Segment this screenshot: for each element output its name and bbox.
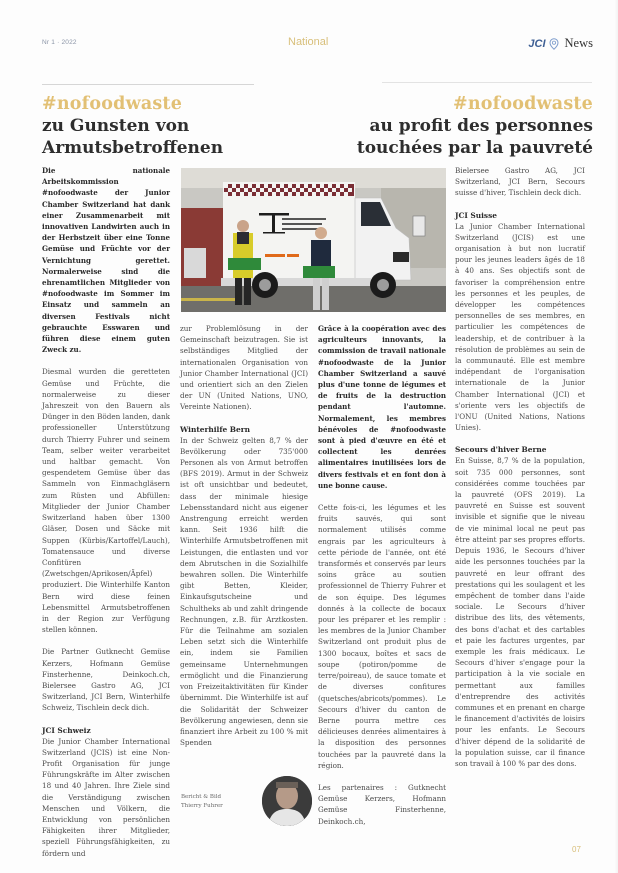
french-paragraph-1: Cette fois-ci, les légumes et les fruits sauvés, qui sont normalement utilisés comme engrais par les agriculteurs à cette période de l'année, ont été transformés et conservés par leurs soins grâce au soutien professionnel de Thierry Fuhrer et de son équipe. Des légumes donnés à la collecte de bocaux pour les préparer et les remplir : les membres de la Junior Chamber Switzerland ont produit plus de 1300 bocaux, boîtes et sacs de soupe (potiron/pomme de terre/poireau), de sauce tomate et de diverses confitures (quetsches/abricots/pommes). Le Secours d'hiver du canton de Berne pourra mettre ces délicieuses denrées alimentaires à la disposition des personnes touchées par la pauvreté dans la région. — [318, 503, 446, 770]
section-label: National — [288, 36, 329, 48]
german-winterhilfe-text: In der Schweiz gelten 8,7 % der Bevölkerung oder 735'000 Personen als von Armut betroffen (BFS 2019). Armut in der Schweiz ist oft unsichtbar und bedeutet, dass der minimale hiesige Lebensstandard nicht aus eigener Anstrengung erreicht werden kann. Seit 1936 hilft die Winterhilfe Armutsbetroffenen mit Leistungen, die entlasten und vor dem Abrutschen in die Sozialhilfe bewahren sollen. Die Winterhilfe gibt Betten, Kleider, Einkaufsgutscheine und Schultheks ab und zahlt dringende Rechnungen, z.B. für Arztkosten. Für die Teilnahme am sozialen Leben setzt sich die Winterhilfe ein, indem sie Familien gemeinsame Unternehmungen ermöglicht und die Finanzierung von Freizeitaktivitäten für Kinder übernimmt. Die Winterhilfe ist auf die Solidarität der Schweizer Bevölkerung angewiesen, denn sie finanziert ihre Arbeit zu 100 % mit Spenden — [180, 435, 308, 748]
french-column-4 — [455, 165, 585, 780]
french-column-3 — [318, 323, 446, 838]
issue-number: Nr 1 · 2022 — [42, 39, 77, 46]
french-secours-text: En Suisse, 8,7 % de la population, soit 735 000 personnes, sont considérées comme touchées par la pauvreté (OFS 2019). La pauvreté en Suisse est souvent invisible et signifie que le niveau de vie minimal local ne peut pas être atteint par ses propres efforts. Depuis 1936, le Secours d'hiver aide les personnes touchées par la pauvreté en leur offrant des prestations qui les soulagent et les empêchent de tomber dans l'aide sociale. Le Secours d'hiver distribue des lits, des vêtements, des bons d'achat et des cartables et paie les factures urgentes, par exemple les frais médicaux. Le Secours d'hiver s'engage pour la participation à la vie sociale en permettant aux familles d'entreprendre des activités communes et en prenant en charge le financement d'activités de loisirs pour les enfants. Le Secours d'hiver dépend de la solidarité de la population suisse, car il finance son travail à 100 % par des dons. — [455, 456, 585, 768]
jci-logo: JCI — [528, 37, 546, 50]
news-label: News — [564, 36, 593, 50]
publication-brand — [528, 36, 593, 51]
credit-author: Thierry Fuhrer — [181, 803, 223, 809]
truck-photo-illustration — [181, 168, 446, 312]
french-title-line-1: au profit des personnes — [369, 116, 593, 136]
german-column-2 — [180, 323, 308, 759]
german-jci-text-part-2: zur Problemlösung in der Gemeinschaft beizutragen. Sie ist selbständiges Mitglied der internationalen Organisation von Junior Chamber International (JCI) und orientiert sich an den Zielen der UN (United Nations, UNO, Vereinte Nationen). — [180, 324, 308, 412]
french-title-line-2: touchées par la pauvreté — [356, 138, 593, 158]
german-partners: Die Partner Gutknecht Gemüse Kerzers, Hofmann Gemüse Finsterhenne, Deinkoch.ch, Bielersee Gastro AG, JCI Switzerland, JCI Bern, Winterhilfe Schweiz, Tischlein deck dich. — [42, 647, 170, 713]
french-headline — [293, 93, 593, 159]
german-heading-jci: JCI Schweiz — [42, 725, 91, 735]
german-paragraph-1: Diesmal wurden die geretteten Gemüse und Früchte, die normalerweise zu dieser Jahreszeit von den Bauern als Dünger in den Böden landen, dank professioneller Unterstützung durch Thierry Fuhrer und seinem Team, selber weiter verarbeitet und haltbar gemacht. Von gespendetem Gemüse über das Sammeln von Einmachgläsern zum Rüsten und Abfüllen: Mitglieder der Junior Chamber Switzerland haben über 1300 Gläser, Dosen und Säcke mit Suppen (Kürbis/Kartoffel/Lauch), Tomatensauce und diverse Confitüren (Zwetschgen/Aprikosen/Äpfel) produziert. Die Winterhilfe Kanton Bern wird diese feinen Lebensmittel Armutsbetroffenen in der Region zur Verfügung stellen können. — [42, 367, 170, 635]
french-lead: Grâce à la coopération avec des agriculteurs innovants, la commission de travail nationale #nofoodwaste de la Junior Chamber Switzerland a sauvé plus d'une tonne de légumes et de fruits de la destruction pendant l'automne. Normalement, les membres bénévoles de #nofoodwaste sont à pied d'œuvre en été et collectent les denrées alimentaires inutilisées lors de divers festivals et en font don à une bonne cause. — [318, 324, 446, 490]
german-title-line-1: zu Gunsten von — [42, 116, 190, 136]
french-jci-text: La Junior Chamber International Switzerland (JCIS) est une organisation à but non lucratif pour les jeunes leaders âgés de 18 à 40 ans. Ses objectifs sont de favoriser la compréhension entre les personnes et les peuples, de développer les compétences personnelles de ses membres, en particulier les compétences de leadership, et de contribuer à la résolution de problèmes au sein de la communauté. Elle est membre indépendant de l'organisation internationale de la Junior Chamber International (JCI) et s'oriente vers les objectifs de l'ONU (United Nations, Nations Unies). — [455, 221, 585, 433]
german-jci-text-part-1: Die Junior Chamber International Switzerland (JCIS) ist eine Non-Profit Organisation für junge Führungskräfte im Alter zwischen 18 und 40 Jahren. Ihre Ziele sind die Verständigung zwischen Menschen und Völkern, die Entwicklung von persönlichen Fähigkeiten ihrer Mitglieder, speziell Führungsfähigkeiten, zu fördern und — [42, 736, 170, 858]
german-heading-winterhilfe: Winterhilfe Bern — [180, 424, 251, 434]
german-hashtag: #nofoodwaste — [42, 94, 183, 114]
author-portrait-illustration — [262, 776, 312, 826]
page-number: 07 — [572, 845, 581, 854]
french-partners-part-2: Bielersee Gastro AG, JCI Switzerland, JCI Bern, Secours suisse d'hiver, Tischlein deck dich. — [455, 166, 585, 198]
article-photo — [181, 168, 446, 312]
location-pin-icon — [549, 38, 559, 50]
german-title-line-2: Armutsbetroffenen — [42, 138, 224, 158]
french-partners-part-1: Les partenaires : Gutknecht Gemüse Kerzers, Hofmann Gemüse Finsterhenne, Deinkoch.ch, — [318, 782, 446, 826]
photo-credit — [181, 793, 223, 811]
credit-label: Bericht & Bild — [181, 794, 221, 800]
german-lead: Die nationale Arbeitskommission #nofoodwaste der Junior Chamber Switzerland hat dank einer Zusammenarbeit mit innovativen Landwirten auch in der Herbstzeit über eine Tonne Gemüse und Früchte vor der Vernichtung gerettet. Normalerweise sind die ehrenamtlichen Mitglieder von #nofoodwaste im Sommer im Einsatz und sammeln an diversen Festivals nicht gebrauchte Esswaren und führen diese einem guten Zweck zu. — [42, 166, 170, 355]
french-hashtag: #nofoodwaste — [452, 94, 593, 114]
german-column-1 — [42, 165, 170, 870]
french-heading-jci: JCI Suisse — [455, 210, 497, 220]
french-heading-secours: Secours d'hiver Berne — [455, 445, 547, 455]
author-portrait — [262, 776, 312, 826]
page-edge-shadow — [614, 0, 618, 873]
header-divider-right — [382, 82, 592, 83]
header-divider-left — [42, 84, 254, 85]
german-headline — [42, 93, 302, 159]
